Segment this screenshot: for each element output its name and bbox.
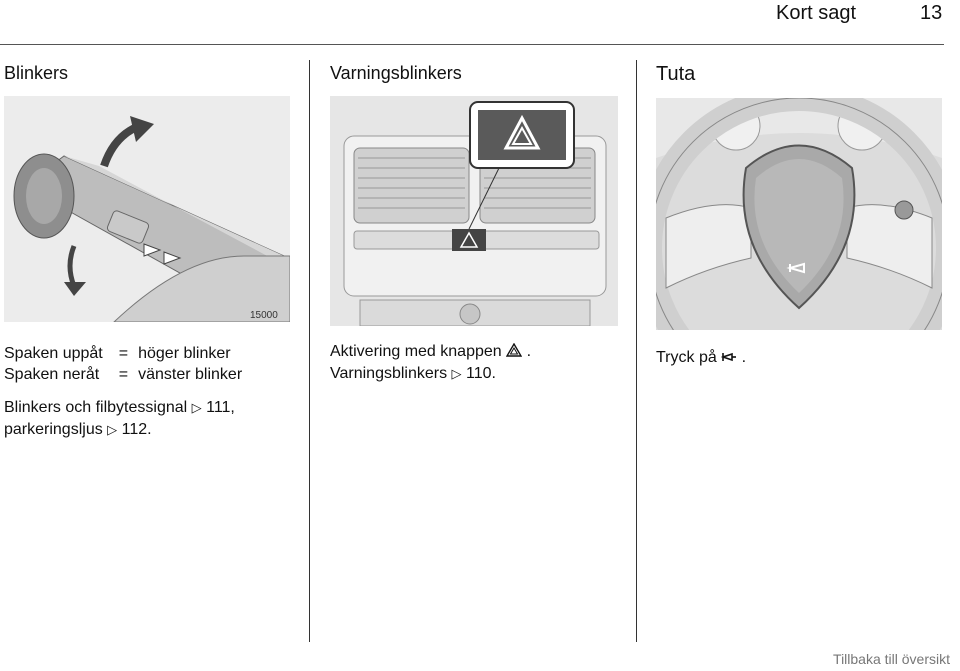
body-text-line: Aktivering med knappen — [330, 343, 502, 360]
hazard-triangle-icon — [506, 343, 526, 360]
turn-signal-lever-illustration — [4, 96, 290, 322]
punctuation: . — [526, 343, 532, 360]
reference-link[interactable]: 112. — [121, 421, 152, 438]
section-title-blinkers: Blinkers — [4, 63, 69, 83]
arrow-reference-icon: ▷ — [107, 422, 118, 437]
definition-term: Spaken uppåt — [4, 345, 103, 362]
hazard-button-illustration — [330, 96, 618, 326]
column-divider-1 — [309, 60, 310, 642]
note-text: parkeringsljus — [4, 421, 103, 438]
definition-equals: = — [118, 345, 129, 362]
column-divider-2 — [636, 60, 637, 642]
horn-icon — [721, 349, 741, 366]
definition-term: Spaken neråt — [4, 366, 100, 383]
definition-value: höger blinker — [138, 345, 231, 362]
reference-link[interactable]: 110. — [466, 365, 496, 382]
definition-row — [4, 343, 248, 364]
arrow-reference-icon: ▷ — [451, 366, 462, 381]
blinkers-note — [4, 397, 304, 441]
steering-wheel-horn-illustration — [656, 98, 942, 330]
chapter-title: Kort sagt — [776, 2, 857, 24]
reference-link[interactable]: 111, — [206, 399, 235, 416]
section-title-tuta: Tuta — [656, 63, 696, 85]
definition-list — [4, 343, 248, 385]
varningsblinkers-text — [330, 341, 630, 385]
punctuation: . — [741, 349, 747, 366]
body-text-line: Tryck på — [656, 349, 717, 366]
definition-value: vänster blinker — [138, 366, 243, 383]
arrow-reference-icon: ▷ — [191, 400, 202, 415]
header-divider — [0, 44, 944, 45]
definition-equals: = — [118, 366, 129, 383]
section-title-varningsblinkers: Varningsblinkers — [330, 63, 462, 83]
back-to-overview-link[interactable]: Tillbaka till översikt — [833, 651, 950, 667]
definition-row — [4, 364, 248, 385]
note-text: Blinkers och filbytessignal — [4, 399, 188, 416]
figure-id: 15000 — [250, 310, 278, 321]
tuta-text — [656, 347, 936, 369]
page-number: 13 — [920, 2, 943, 24]
body-text-line: Varningsblinkers — [330, 365, 448, 382]
